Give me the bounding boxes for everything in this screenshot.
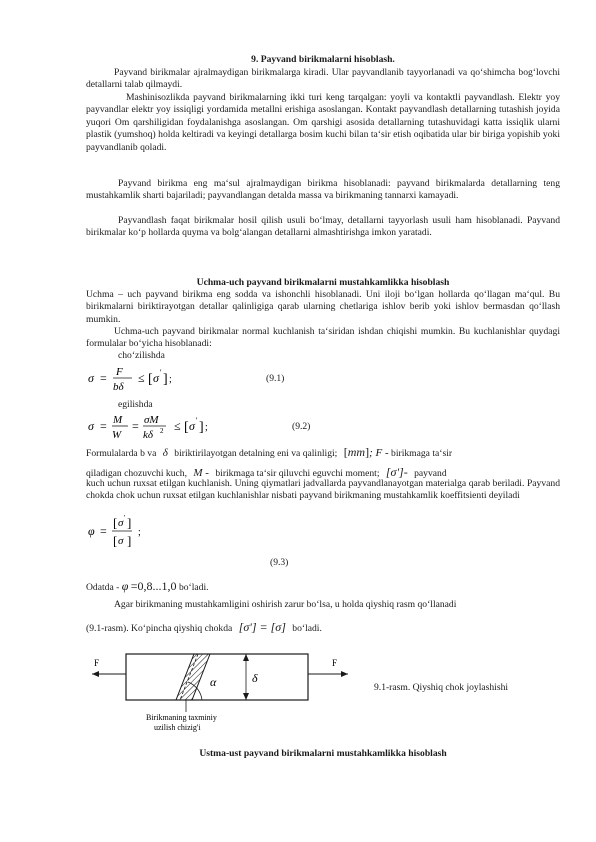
explanation-text-2a: qiladigan chozuvchi kuch, (86, 468, 187, 479)
svg-text:]: ] (163, 372, 168, 387)
equation-9-2 (86, 411, 236, 443)
paragraph-8-line-1: Agar birikmaning mustahkamligini oshirish zarur bo‘lsa, u holda qiyshiq rasm qo‘llanadi (114, 599, 457, 610)
paragraph-4: Payvandlash faqat birikmalar hosil qilish usuli bo‘lmay, detallarni tayyorlash usuli ham hisoblanadi. Payvand birikmalar ko‘p hollarda quyma va bolg‘alangan detallarni almashtirishga imkon yaratadi. (86, 215, 560, 239)
svg-text:≤: ≤ (138, 371, 145, 385)
svg-text:F: F (116, 366, 123, 378)
equation-number-9-3: (9.3) (270, 557, 289, 568)
svg-text:;: ; (169, 374, 172, 385)
explanation-text-1c: birikmaga ta‘sir (391, 448, 453, 459)
heading-lap-weld: Ustma-ust payvand birikmalarni mustahkamlikka hisoblash (199, 748, 447, 759)
svg-text:σ: σ (153, 371, 159, 385)
svg-text:]: ] (127, 533, 132, 548)
figure-caption: 9.1-rasm. Qiyshiq chok joylashishi (374, 682, 509, 693)
paragraph-8-text-c: bo‘ladi. (292, 623, 322, 634)
svg-text:σ: σ (88, 371, 94, 385)
paragraph-5: Uchma – uch payvand birikma eng sodda va ishonchli hisoblanadi. Uni iloji bo‘lgan hollarda qo‘llagan ma‘qul. Bu birikmalarni biriktirayotgan detallar qalinligiga qarab ularning chetlariga ishlov berib yoki ishlov bermasdan qo‘llash mumkin. (86, 289, 560, 325)
paragraph-3: Payvand birikma eng ma‘sul ajralmaydigan birikma hisoblanadi: payvand birikmalarda detallarning teng mustahkamlik sharti bajariladi; payvandlangan detalda massa va birikmaning tannarxi kamayadi. (86, 178, 560, 202)
weld-seam (176, 654, 210, 700)
svg-text:=: = (100, 524, 107, 538)
svg-text:M: M (113, 414, 123, 426)
svg-text:=: = (100, 419, 107, 433)
svg-text:σM: σM (144, 414, 159, 426)
delta-label: δ (252, 671, 258, 685)
svg-text:]: ] (199, 420, 204, 435)
svg-text:[: [ (113, 533, 118, 548)
figure-caption-line-2: uzilish chizig'i (154, 723, 201, 732)
svg-text:≤: ≤ (174, 419, 181, 433)
explanation-text-1b: biriktirilayotgan detalning eni va qalinligi; (174, 448, 338, 459)
label-bending: egilishda (118, 399, 153, 410)
phi-symbol: φ (121, 579, 129, 593)
svg-text:[: [ (148, 372, 153, 387)
equation-9-1 (86, 363, 216, 393)
svg-text:σ: σ (88, 419, 94, 433)
svg-text:σ: σ (189, 419, 195, 433)
equation-9-3 (86, 514, 176, 548)
paragraph-8-line-2 (86, 621, 322, 635)
heading-butt-weld: Uchma-uch payvand birikmalarni mustahkamlikka hisoblash (196, 277, 450, 288)
svg-text:kδ: kδ (143, 429, 153, 441)
odatda-text-a: Odatda - (86, 582, 120, 593)
explanation-text-2b: birikmaga ta‘sir qiluvchi eguvchi moment; (215, 468, 380, 479)
oblique-seam-equality: [σ'] = [σ] (238, 620, 286, 634)
explanation-text-1a: Formulalarda b va (86, 448, 157, 459)
delta-symbol: δ (162, 447, 168, 459)
mm-unit: [mm] (343, 445, 370, 459)
svg-text:=: = (100, 371, 107, 385)
paragraph-1: Payvand birikmalar ajralmaydigan birikmalarga kiradi. Ular payvandlanib tayyorlanadi va qo‘shimcha bog‘lovchi detallarni talab qilmaydi. (86, 67, 560, 91)
moment-symbol: M - (193, 467, 209, 479)
odatda-line (86, 580, 209, 594)
alpha-label: α (210, 675, 217, 689)
explanation-line-1: Formulalarda b va δ biriktirilayotgan detalning eni va qalinligi; [mm]; F - birikmaga ta‘sir (86, 445, 453, 459)
svg-text:φ: φ (88, 524, 95, 538)
label-stretching: cho‘zilishda (118, 350, 165, 361)
equation-number-9-1: (9.1) (266, 373, 285, 384)
svg-text:': ' (160, 368, 162, 377)
explanation-text-2c: payvand (414, 468, 447, 479)
svg-text:σ: σ (118, 517, 124, 529)
paragraph-6: Uchma-uch payvand birikmalar normal kuchlanish ta‘siridan ishdan chiqishi mumkin. Bu kuchlanishlar quydagi formulalar bo‘yicha hisoblanadi: (86, 326, 560, 350)
svg-text:[: [ (184, 420, 189, 435)
svg-text:': ' (196, 416, 198, 425)
svg-text:σ: σ (118, 535, 124, 547)
svg-text:2: 2 (160, 427, 164, 435)
paragraph-2: Mashinisozlikda payvand birikmalarning ikki turi keng tarqalgan: yoyli va kontaktli payvandlash. Elektr yoy payvandlar elektr yoy issiqligi yordamida metallni erishiga asoslangan. Kontakt payvandlash detallarning tutashish joyida yuqori Om qarshiligidan foydalanishga asoslangan. Om qarshigi asosida detallarning tutashuvidagi katta issiqlik ularni plastik (yumshoq) holda keltiradi va keyingi detallarga bosim kuchi bilan ta‘sir etish oqibatida ular bir biriga yopishib yoki payvandlanib qoladi. (86, 92, 560, 153)
svg-text:]: ] (127, 515, 132, 530)
figure-caption-line-1: Birikmaning taxminiy (146, 713, 217, 722)
paragraph-8-text-b: (9.1-rasm). Ko‘pincha qiyshiq chokda (86, 623, 233, 634)
svg-text:;: ; (138, 527, 141, 538)
section-title: 9. Payvand birikmalarni hisoblash. (251, 54, 395, 65)
allowable-stress-symbol: [σ']- (385, 465, 408, 479)
svg-text:': ' (124, 514, 126, 522)
paragraph-7: kuch uchun ruxsat etilgan kuchlanish. Uning qiymatlari jadvallarda payvandlanayotgan materialga qarab beriladi. Payvand chokda chok uchun ruxsat etilgan kuchlanishlar nisbati payvand birikmaning mustahkamlik koeffitsienti deyiladi (86, 478, 560, 502)
left-force-label: F (94, 658, 100, 668)
right-force-label: F (332, 658, 338, 668)
phi-value: =0,8...1,0 (130, 579, 177, 593)
svg-text:;: ; (205, 422, 208, 433)
equation-number-9-2: (9.2) (292, 421, 311, 432)
svg-text:=: = (132, 419, 139, 433)
svg-text:[: [ (113, 515, 118, 530)
svg-text:W: W (112, 429, 122, 441)
plate-outline (126, 654, 308, 700)
odatda-text-b: bo‘ladi. (178, 582, 209, 593)
oblique-weld-figure (86, 646, 386, 742)
svg-text:bδ: bδ (113, 381, 124, 393)
